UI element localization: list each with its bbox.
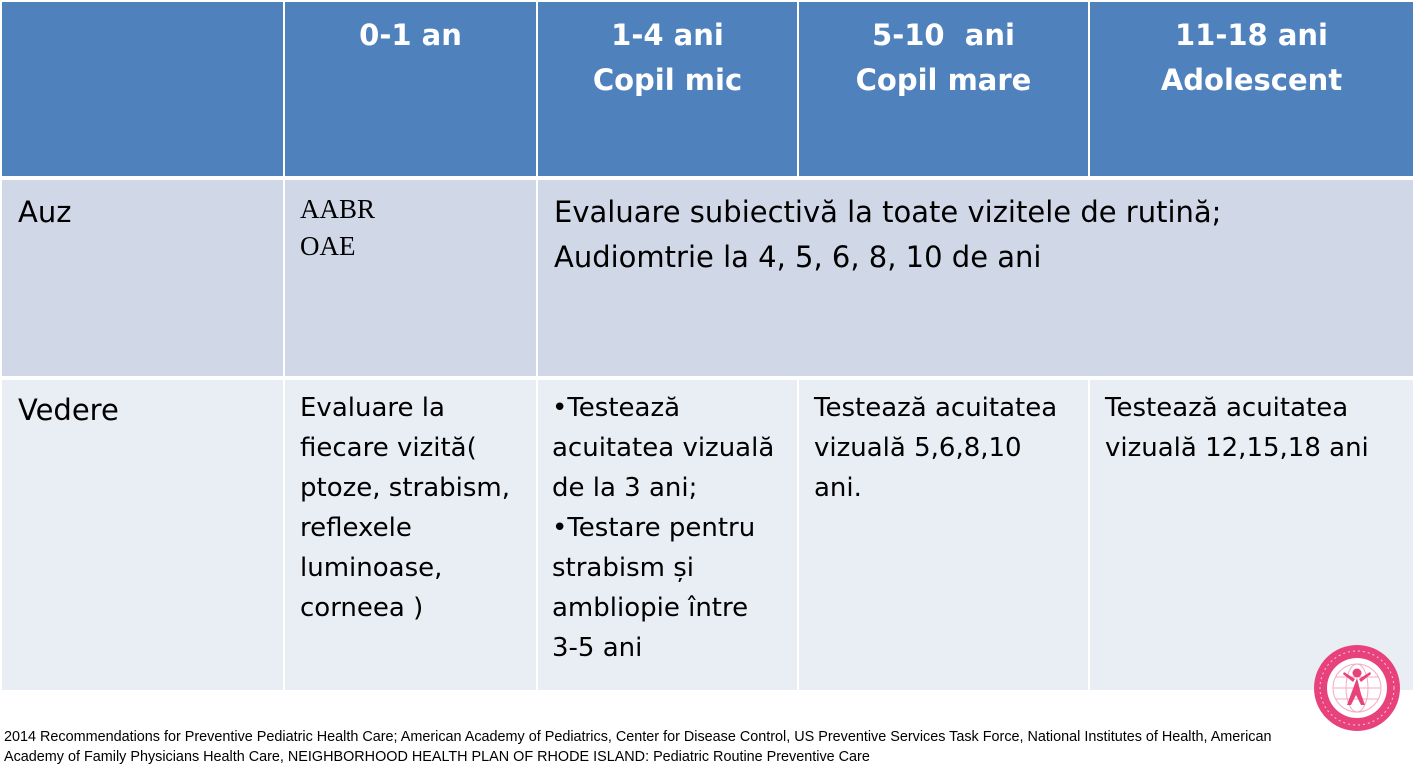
row-label-text: Auz [18, 195, 72, 229]
header-col-1-4 [538, 2, 797, 176]
header-text: Copil mare [855, 63, 1032, 97]
cell-text: vizuală 12,15,18 ani [1105, 433, 1369, 463]
header-col-0-1 [285, 2, 536, 176]
header-text: 0-1 an [359, 18, 462, 52]
seal-icon [1313, 644, 1401, 732]
vedere-col-5-10 [799, 380, 1088, 690]
cell-text: ani. [814, 473, 862, 503]
header-col-11-18 [1090, 2, 1413, 176]
cell-text: •Testare pentru [552, 513, 756, 543]
cell-text: reflexele [300, 513, 412, 543]
cell-text: 3-5 ani [552, 633, 643, 663]
header-text: 11-18 ani [1174, 18, 1328, 52]
cell-text: Evaluare la [300, 393, 445, 423]
cell-text: AABR [300, 194, 376, 224]
cell-text: •Testează [552, 393, 681, 423]
cell-text: fiecare vizită( [300, 433, 477, 463]
header-col-5-10 [799, 2, 1088, 176]
citation-line: Academy of Family Physicians Health Care, NEIGHBORHOOD HEALTH PLAN OF RHODE ISLAND: Pediatric Routine Preventive Care [4, 749, 870, 765]
cell-text: acuitatea vizuală [552, 433, 775, 463]
vedere-col-0-1 [285, 380, 536, 690]
cell-text: luminoase, [300, 553, 443, 583]
cell-text: ambliopie între [552, 593, 749, 623]
header-empty-cell [2, 2, 283, 176]
vedere-col-1-4 [538, 380, 797, 690]
citation-line: 2014 Recommendations for Preventive Pediatric Health Care; American Academy of Pediatrics, Center for Disease Control, US Preventive Services Task Force, National Institutes of Health, American [4, 729, 1272, 745]
cell-text: Evaluare subiectivă la toate vizitele de rutină; [554, 195, 1222, 229]
auz-span-cell [538, 180, 1413, 376]
cell-text: Testează acuitatea [1105, 393, 1349, 423]
cell-text: corneea ) [300, 593, 424, 623]
source-citation [4, 727, 1384, 767]
cell-text: Audiomtrie la 4, 5, 6, 8, 10 de ani [554, 240, 1042, 274]
auz-col-0-1 [285, 180, 536, 376]
header-text: 1-4 ani [611, 18, 724, 52]
cell-text: de la 3 ani; [552, 473, 698, 503]
cell-text: strabism și [552, 553, 694, 583]
row-label-text: Vedere [18, 393, 119, 427]
header-text: Adolescent [1160, 63, 1343, 97]
cell-text: ptoze, strabism, [300, 473, 511, 503]
header-text: Copil mic [592, 63, 743, 97]
cell-text: Testează acuitatea [814, 393, 1058, 423]
cell-text: vizuală 5,6,8,10 [814, 433, 1022, 463]
organization-seal-logo [1313, 644, 1401, 732]
row-label-auz [2, 180, 283, 376]
row-label-vedere [2, 380, 283, 690]
cell-text: OAE [300, 231, 356, 261]
header-text: 5-10 ani [872, 18, 1015, 52]
